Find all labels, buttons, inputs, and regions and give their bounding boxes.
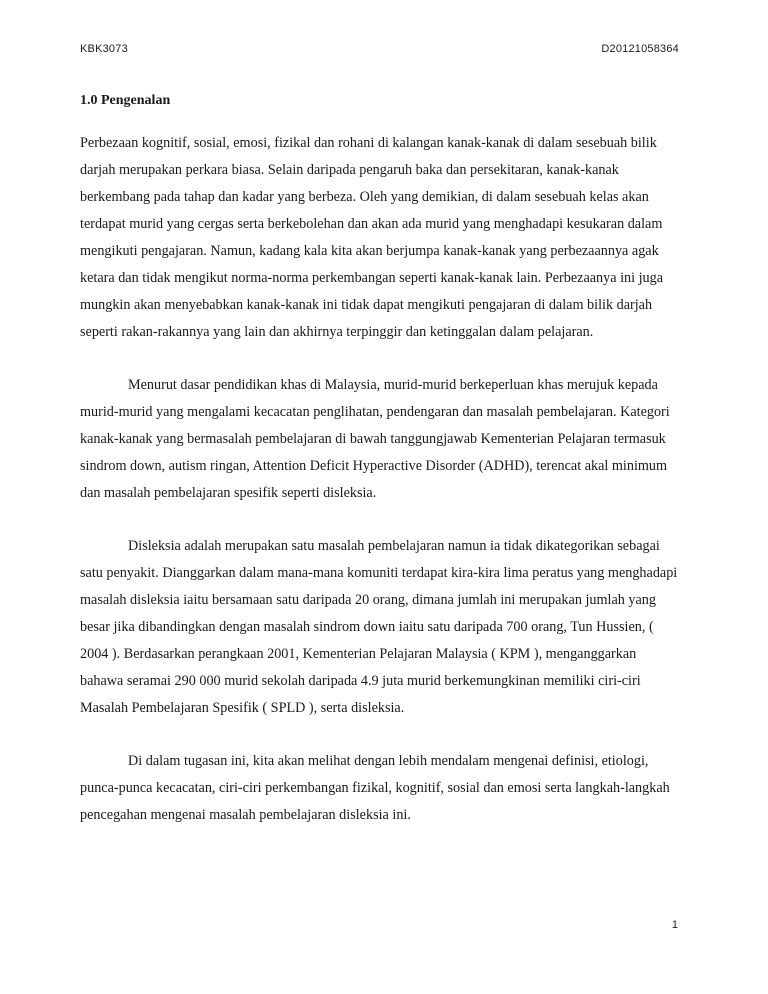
- paragraph-4: Di dalam tugasan ini, kita akan melihat dengan lebih mendalam mengenai definisi, etiologi, punca-punca kecacatan, ciri-ciri perkembangan fizikal, kognitif, sosial dan emosi serta langkah-langkah pencegahan mengenai masalah pembelajaran disleksia ini.: [80, 753, 670, 823]
- header-student-id: D20121058364: [601, 43, 679, 55]
- paragraph-2: Menurut dasar pendidikan khas di Malaysia, murid-murid berkeperluan khas merujuk kepada murid-murid yang mengalami kecacatan penglihatan, pendengaran dan masalah pembelajaran. Kategori kanak-kanak yang bermasalah pembelajaran di bawah tanggungjawab Kementerian Pelajaran termasuk sindrom down, autism ringan, Attention Deficit Hyperactive Disorder (ADHD), terencat akal minimum dan masalah pembelajaran spesifik seperti disleksia.: [80, 377, 670, 501]
- paragraph-1: Perbezaan kognitif, sosial, emosi, fizikal dan rohani di kalangan kanak-kanak di dalam sesebuah bilik darjah merupakan perkara biasa. Selain daripada pengaruh baka dan persekitaran, kanak-kanak berkembang pada tahap dan kadar yang berbeza. Oleh yang demikian, di dalam sesebuah kelas akan terdapat murid yang cergas serta berkebolehan dan akan ada murid yang menghadapi kesukaran dalam mengikuti pengajaran. Namun, kadang kala kita akan berjumpa kanak-kanak yang perbezaannya agak ketara dan tidak mengikut norma-norma perkembangan seperti kanak-kanak lain. Perbezaanya ini juga mungkin akan menyebabkan kanak-kanak ini tidak dapat mengikuti pengajaran di dalam bilik darjah seperti rakan-rakannya yang lain dan akhirnya terpinggir dan ketinggalan dalam pelajaran.: [80, 135, 664, 340]
- header-course-code: KBK3073: [80, 43, 128, 55]
- paragraph-3: Disleksia adalah merupakan satu masalah pembelajaran namun ia tidak dikategorikan sebagai satu penyakit. Dianggarkan dalam mana-mana komuniti terdapat kira-kira lima peratus yang menghadapi masalah disleksia iaitu bersamaan satu daripada 20 orang, dimana jumlah ini merupakan jumlah yang besar jika dibandingkan dengan masalah sindrom down iaitu satu daripada 700 orang, Tun Hussien, ( 2004 ). Berdasarkan perangkaan 2001, Kementerian Pelajaran Malaysia ( KPM ), menganggarkan bahawa seramai 290 000 murid sekolah daripada 4.9 juta murid berkemungkinan memiliki ciri-ciri Masalah Pembelajaran Spesifik ( SPLD ), serta disleksia.: [80, 538, 678, 716]
- page-content: [80, 92, 680, 829]
- section-heading: 1.0 Pengenalan: [80, 93, 171, 108]
- page-number: 1: [671, 919, 678, 931]
